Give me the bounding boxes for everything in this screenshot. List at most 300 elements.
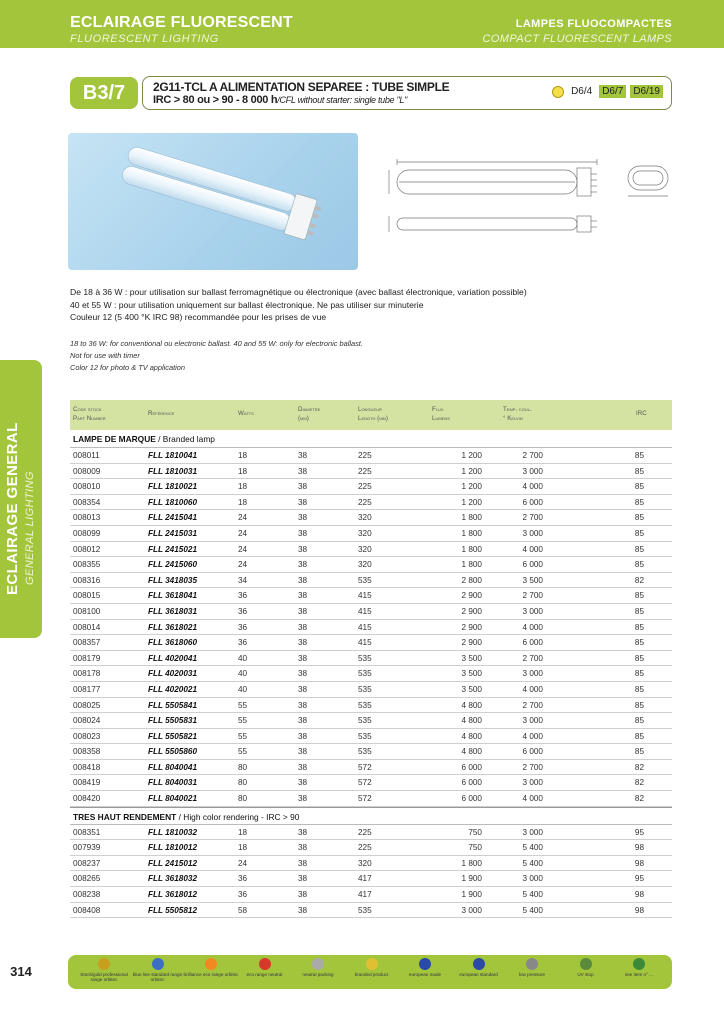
cell-code: 008355 xyxy=(73,560,101,570)
table-row xyxy=(70,510,672,526)
legend-label: neutral packing xyxy=(302,972,334,977)
cell-watts: 24 xyxy=(238,560,248,570)
cell-reference: FLL 1810060 xyxy=(148,497,198,507)
section-row-branded: LAMPE DE MARQUE / Branded lamp xyxy=(70,430,672,448)
col-header-diam: Diametre (mm) xyxy=(298,406,321,422)
cell-diameter: 38 xyxy=(298,716,308,726)
cell-code: 007939 xyxy=(73,843,101,853)
cell-irc: 85 xyxy=(634,747,644,757)
cell-reference: FLL 1810041 xyxy=(148,451,198,460)
cell-code: 008351 xyxy=(73,827,101,837)
cell-reference: FLL 2415041 xyxy=(148,513,198,523)
cell-length: 535 xyxy=(358,747,372,757)
cell-reference: FLL 5505812 xyxy=(148,905,198,915)
cell-irc: 85 xyxy=(634,716,644,726)
cell-watts: 34 xyxy=(238,575,248,585)
dcode-highlighted: D6/7 xyxy=(599,85,626,98)
cell-code: 008010 xyxy=(73,482,101,492)
cell-flux: 1 200 xyxy=(461,497,482,507)
description-fr: De 18 à 36 W : pour utilisation sur ballast ferromagnétique ou électronique (avec ballast électronique, variation possible) 40 et 55 W : pour utilisation uniquement sur ballast électronique. Ne pas utiliser sur minuterie Couleur 12 (5 400 °K IRC 98) recommandée pour les prises de vue xyxy=(70,287,527,322)
cell-watts: 18 xyxy=(238,466,248,476)
cell-watts: 36 xyxy=(238,890,248,900)
cell-flux: 1 200 xyxy=(461,451,482,460)
table-row xyxy=(70,775,672,791)
cell-watts: 58 xyxy=(238,905,248,915)
cell-length: 415 xyxy=(358,638,372,648)
col-header-code: Code stock Part Number xyxy=(73,406,106,422)
legend-item xyxy=(344,958,400,977)
cell-diameter: 38 xyxy=(298,747,308,757)
cell-irc: 85 xyxy=(634,544,644,554)
dimension-drawing xyxy=(375,150,675,250)
cell-kelvin: 6 000 xyxy=(522,497,543,507)
legend-footer xyxy=(68,955,672,989)
cell-length: 535 xyxy=(358,700,372,710)
table-row xyxy=(70,760,672,776)
cell-diameter: 38 xyxy=(298,684,308,694)
table-row xyxy=(70,825,672,841)
cell-flux: 3 500 xyxy=(461,669,482,679)
cell-diameter: 38 xyxy=(298,513,308,523)
cell-watts: 80 xyxy=(238,778,248,788)
cell-code: 008357 xyxy=(73,638,101,648)
cell-diameter: 38 xyxy=(298,890,308,900)
cell-reference: FLL 3618032 xyxy=(148,874,198,884)
cell-irc: 85 xyxy=(634,482,644,492)
cell-diameter: 38 xyxy=(298,700,308,710)
cell-kelvin: 3 000 xyxy=(522,827,543,837)
brilliance-icon xyxy=(205,958,217,970)
cell-flux: 2 800 xyxy=(461,575,482,585)
page-number: 314 xyxy=(10,964,32,979)
cell-watts: 36 xyxy=(238,874,248,884)
cell-watts: 40 xyxy=(238,684,248,694)
cell-kelvin: 4 000 xyxy=(522,622,543,632)
cell-diameter: 38 xyxy=(298,794,308,804)
cell-kelvin: 3 000 xyxy=(522,716,543,726)
cell-length: 320 xyxy=(358,528,372,538)
dcode: D6/4 xyxy=(571,86,593,97)
cell-reference: FLL 1810021 xyxy=(148,482,198,492)
cell-code: 008023 xyxy=(73,731,101,741)
table-body-branded xyxy=(70,448,672,807)
cell-watts: 80 xyxy=(238,794,248,804)
cell-reference: FLL 1810012 xyxy=(148,843,198,853)
cell-reference: FLL 2415021 xyxy=(148,544,198,554)
table-body-high-rendering xyxy=(70,825,672,919)
cell-irc: 85 xyxy=(634,513,644,523)
cell-kelvin: 6 000 xyxy=(522,747,543,757)
cell-length: 535 xyxy=(358,716,372,726)
col-header-temp: Temp. coul. ° Kelvin xyxy=(503,406,532,422)
cell-irc: 85 xyxy=(634,622,644,632)
cell-kelvin: 5 400 xyxy=(522,905,543,915)
cell-diameter: 38 xyxy=(298,843,308,853)
cell-watts: 36 xyxy=(238,591,248,601)
cell-kelvin: 5 400 xyxy=(522,890,543,900)
cell-length: 415 xyxy=(358,622,372,632)
table-row xyxy=(70,557,672,573)
cell-code: 008100 xyxy=(73,606,101,616)
cell-length: 415 xyxy=(358,591,372,601)
product-table xyxy=(70,400,672,918)
cell-irc: 85 xyxy=(634,700,644,710)
cell-code: 008099 xyxy=(73,528,101,538)
cell-length: 572 xyxy=(358,762,372,772)
legend-label: UV stop xyxy=(577,972,594,977)
cell-length: 225 xyxy=(358,497,372,507)
cell-code: 008013 xyxy=(73,513,101,523)
legend-label: european made xyxy=(408,972,442,977)
category-title: LAMPES FLUOCOMPACTES xyxy=(515,18,672,30)
cell-diameter: 38 xyxy=(298,466,308,476)
cell-diameter: 38 xyxy=(298,497,308,507)
blue-line-icon xyxy=(152,958,164,970)
cell-irc: 85 xyxy=(634,466,644,476)
cell-kelvin: 3 000 xyxy=(522,466,543,476)
legend-item xyxy=(397,958,453,977)
see-item-icon xyxy=(633,958,645,970)
cell-kelvin: 4 000 xyxy=(522,482,543,492)
page-header xyxy=(0,0,724,48)
table-row xyxy=(70,840,672,856)
cell-irc: 98 xyxy=(634,890,644,900)
cell-reference: FLL 5505841 xyxy=(148,700,198,710)
eu-standard-icon xyxy=(473,958,485,970)
table-row xyxy=(70,635,672,651)
cell-irc: 85 xyxy=(634,497,644,507)
legend-item xyxy=(237,958,293,977)
cell-kelvin: 4 000 xyxy=(522,684,543,694)
cell-flux: 750 xyxy=(468,843,482,853)
cell-kelvin: 2 700 xyxy=(522,591,543,601)
cell-irc: 85 xyxy=(634,528,644,538)
cell-code: 008179 xyxy=(73,653,101,663)
eco-icon xyxy=(259,958,271,970)
cell-irc: 98 xyxy=(634,905,644,915)
cell-code: 008015 xyxy=(73,591,101,601)
cell-flux: 3 000 xyxy=(461,905,482,915)
table-row xyxy=(70,588,672,604)
cell-flux: 750 xyxy=(468,827,482,837)
cell-code: 008178 xyxy=(73,669,101,679)
description-en: 18 to 36 W: for conventional ou electronic ballast. 40 and 55 W: only for electronic ballast. Not for use with timer Color 12 for photo & TV application xyxy=(70,339,363,372)
cell-length: 225 xyxy=(358,482,372,492)
cell-reference: FLL 1810031 xyxy=(148,466,198,476)
cell-watts: 18 xyxy=(238,497,248,507)
cell-reference: FLL 3418035 xyxy=(148,575,198,585)
branded-icon xyxy=(366,958,378,970)
cell-watts: 55 xyxy=(238,716,248,726)
cell-length: 535 xyxy=(358,731,372,741)
cell-diameter: 38 xyxy=(298,731,308,741)
cell-kelvin: 2 700 xyxy=(522,762,543,772)
cell-reference: FLL 1810032 xyxy=(148,827,198,837)
cell-code: 008024 xyxy=(73,716,101,726)
side-tab-title: ECLAIRAGE GENERAL xyxy=(4,422,21,595)
cell-diameter: 38 xyxy=(298,653,308,663)
cell-diameter: 38 xyxy=(298,778,308,788)
cell-code: 008316 xyxy=(73,575,101,585)
legend-item xyxy=(290,958,346,977)
col-header-irc: IRC xyxy=(636,410,647,417)
cell-watts: 24 xyxy=(238,513,248,523)
cell-reference: FLL 4020031 xyxy=(148,669,198,679)
table-row xyxy=(70,666,672,682)
product-title-line1: 2G11-TCL A ALIMENTATION SEPAREE : TUBE SIMPLE xyxy=(153,80,450,94)
table-row xyxy=(70,495,672,511)
cell-reference: FLL 2415031 xyxy=(148,528,198,538)
cell-diameter: 38 xyxy=(298,451,308,460)
col-header-length: Longueur Length (mm) xyxy=(358,406,388,422)
legend-label: low pressure xyxy=(518,972,546,977)
cell-kelvin: 6 000 xyxy=(522,560,543,570)
cell-irc: 85 xyxy=(634,669,644,679)
cell-flux: 1 200 xyxy=(461,466,482,476)
cell-kelvin: 4 000 xyxy=(522,794,543,804)
table-row xyxy=(70,744,672,760)
dcode-highlighted: D6/19 xyxy=(630,85,663,98)
legend-item xyxy=(504,958,560,977)
cell-diameter: 38 xyxy=(298,591,308,601)
cell-kelvin: 3 000 xyxy=(522,669,543,679)
cell-kelvin: 4 000 xyxy=(522,544,543,554)
trophy-icon xyxy=(98,958,110,970)
cell-diameter: 38 xyxy=(298,544,308,554)
cell-length: 225 xyxy=(358,827,372,837)
cell-kelvin: 2 700 xyxy=(522,700,543,710)
cell-diameter: 38 xyxy=(298,622,308,632)
table-row xyxy=(70,542,672,558)
neutral-pack-icon xyxy=(312,958,324,970)
section-subtitle: FLUORESCENT LIGHTING xyxy=(70,33,219,45)
cell-length: 417 xyxy=(358,890,372,900)
cell-reference: FLL 5505860 xyxy=(148,747,198,757)
cell-diameter: 38 xyxy=(298,669,308,679)
cell-flux: 1 200 xyxy=(461,482,482,492)
low-pressure-icon xyxy=(526,958,538,970)
cell-length: 320 xyxy=(358,560,372,570)
legend-item xyxy=(183,958,239,977)
product-title-line2: IRC > 80 ou > 90 - 8 000 h/CFL without starter: single tube "L" xyxy=(153,94,407,106)
legend-label: Stock/gold professional range orbitec xyxy=(80,972,128,983)
table-row xyxy=(70,871,672,887)
cell-irc: 95 xyxy=(634,827,644,837)
cell-kelvin: 3 000 xyxy=(522,874,543,884)
cell-irc: 85 xyxy=(634,684,644,694)
cell-code: 008354 xyxy=(73,497,101,507)
cell-length: 535 xyxy=(358,905,372,915)
cell-irc: 82 xyxy=(634,794,644,804)
table-row xyxy=(70,698,672,714)
cell-kelvin: 5 400 xyxy=(522,843,543,853)
cell-reference: FLL 3618041 xyxy=(148,591,198,601)
lamp-tube-image xyxy=(68,133,358,270)
table-row xyxy=(70,682,672,698)
side-tab-subtitle: GENERAL LIGHTING xyxy=(24,471,36,585)
legend-item xyxy=(76,958,132,982)
cell-kelvin: 5 400 xyxy=(522,858,543,868)
cell-irc: 85 xyxy=(634,606,644,616)
cell-kelvin: 6 000 xyxy=(522,638,543,648)
table-row xyxy=(70,887,672,903)
cell-diameter: 38 xyxy=(298,528,308,538)
cell-diameter: 38 xyxy=(298,482,308,492)
legend-item xyxy=(451,958,507,977)
cell-watts: 36 xyxy=(238,622,248,632)
category-subtitle: COMPACT FLUORESCENT LAMPS xyxy=(482,33,672,45)
table-row xyxy=(70,479,672,495)
cell-irc: 82 xyxy=(634,575,644,585)
legend-label: branded product xyxy=(354,972,389,977)
table-row xyxy=(70,604,672,620)
cell-kelvin: 2 700 xyxy=(522,513,543,523)
table-row xyxy=(70,464,672,480)
cell-reference: FLL 2415012 xyxy=(148,858,198,868)
cell-flux: 3 500 xyxy=(461,653,482,663)
cell-irc: 85 xyxy=(634,451,644,460)
cell-kelvin: 2 700 xyxy=(522,653,543,663)
cell-length: 535 xyxy=(358,653,372,663)
cell-flux: 1 800 xyxy=(461,858,482,868)
cell-reference: FLL 8040021 xyxy=(148,794,198,804)
cell-irc: 95 xyxy=(634,874,644,884)
legend-item xyxy=(611,958,667,977)
table-row xyxy=(70,713,672,729)
table-row xyxy=(70,573,672,589)
cell-reference: FLL 4020041 xyxy=(148,653,198,663)
cell-kelvin: 3 000 xyxy=(522,606,543,616)
table-row xyxy=(70,856,672,872)
cell-length: 572 xyxy=(358,778,372,788)
cell-irc: 85 xyxy=(634,731,644,741)
cell-reference: FLL 3618031 xyxy=(148,606,198,616)
cell-irc: 85 xyxy=(634,560,644,570)
cell-reference: FLL 3618060 xyxy=(148,638,198,648)
cell-watts: 55 xyxy=(238,731,248,741)
cell-diameter: 38 xyxy=(298,874,308,884)
cell-flux: 1 800 xyxy=(461,560,482,570)
cell-code: 008238 xyxy=(73,890,101,900)
cell-code: 008009 xyxy=(73,466,101,476)
cell-code: 008012 xyxy=(73,544,101,554)
legend-label: brilliance eco range orbitec xyxy=(183,972,239,977)
cell-watts: 36 xyxy=(238,606,248,616)
cell-watts: 40 xyxy=(238,669,248,679)
cell-watts: 18 xyxy=(238,451,248,460)
cell-diameter: 38 xyxy=(298,858,308,868)
cell-watts: 55 xyxy=(238,747,248,757)
cell-length: 415 xyxy=(358,606,372,616)
section-row-high-rendering: TRES HAUT RENDEMENT / High color rendering - IRC > 90 xyxy=(70,807,672,825)
cell-reference: FLL 4020021 xyxy=(148,684,198,694)
cell-kelvin: 4 000 xyxy=(522,731,543,741)
cell-irc: 85 xyxy=(634,638,644,648)
cell-irc: 82 xyxy=(634,762,644,772)
table-row xyxy=(70,448,672,464)
cell-code: 008014 xyxy=(73,622,101,632)
cell-kelvin: 3 000 xyxy=(522,778,543,788)
table-row xyxy=(70,729,672,745)
cell-irc: 85 xyxy=(634,591,644,601)
legend-label: see item n° ... xyxy=(624,972,654,977)
cell-flux: 2 900 xyxy=(461,591,482,601)
cell-reference: FLL 8040041 xyxy=(148,762,198,772)
cell-flux: 4 800 xyxy=(461,700,482,710)
cell-irc: 82 xyxy=(634,778,644,788)
cell-code: 008418 xyxy=(73,762,101,772)
cell-reference: FLL 3618021 xyxy=(148,622,198,632)
cell-reference: FLL 5505821 xyxy=(148,731,198,741)
cell-watts: 55 xyxy=(238,700,248,710)
cell-code: 008237 xyxy=(73,858,101,868)
cell-code: 008011 xyxy=(73,451,100,460)
cell-flux: 4 800 xyxy=(461,716,482,726)
cell-length: 320 xyxy=(358,513,372,523)
cell-reference: FLL 3618012 xyxy=(148,890,198,900)
cell-diameter: 38 xyxy=(298,606,308,616)
cell-length: 225 xyxy=(358,451,372,460)
cell-diameter: 38 xyxy=(298,638,308,648)
cell-length: 417 xyxy=(358,874,372,884)
cell-flux: 1 800 xyxy=(461,544,482,554)
cell-flux: 1 800 xyxy=(461,513,482,523)
cell-irc: 85 xyxy=(634,653,644,663)
cell-flux: 6 000 xyxy=(461,778,482,788)
cell-kelvin: 3 500 xyxy=(522,575,543,585)
cell-length: 535 xyxy=(358,669,372,679)
cell-flux: 2 900 xyxy=(461,606,482,616)
technical-drawings xyxy=(375,150,675,250)
cell-reference: FLL 8040031 xyxy=(148,778,198,788)
table-row xyxy=(70,651,672,667)
uv-stop-icon xyxy=(580,958,592,970)
cell-length: 320 xyxy=(358,858,372,868)
cell-watts: 24 xyxy=(238,528,248,538)
cell-flux: 1 900 xyxy=(461,890,482,900)
bulb-icon xyxy=(552,86,564,98)
col-header-watts: Watts xyxy=(238,410,254,417)
section-title: ECLAIRAGE FLUORESCENT xyxy=(70,14,293,31)
product-code-badge: B3/7 xyxy=(70,77,138,109)
table-row xyxy=(70,526,672,542)
col-header-ref: Référence xyxy=(148,410,175,417)
cell-length: 535 xyxy=(358,575,372,585)
legend-label: european standard xyxy=(459,972,498,977)
cell-watts: 18 xyxy=(238,843,248,853)
cell-code: 008358 xyxy=(73,747,101,757)
legend-item xyxy=(558,958,614,977)
cell-flux: 3 500 xyxy=(461,684,482,694)
cell-diameter: 38 xyxy=(298,560,308,570)
cell-length: 225 xyxy=(358,843,372,853)
cell-flux: 6 000 xyxy=(461,762,482,772)
eu-made-icon xyxy=(419,958,431,970)
cell-length: 535 xyxy=(358,684,372,694)
cell-watts: 18 xyxy=(238,827,248,837)
dcode-list xyxy=(552,85,663,98)
product-photo xyxy=(68,133,358,270)
cell-reference: FLL 2415060 xyxy=(148,560,198,570)
cell-diameter: 38 xyxy=(298,575,308,585)
cell-watts: 40 xyxy=(238,653,248,663)
cell-code: 008419 xyxy=(73,778,101,788)
cell-length: 225 xyxy=(358,466,372,476)
cell-diameter: 38 xyxy=(298,762,308,772)
cell-watts: 80 xyxy=(238,762,248,772)
cell-code: 008025 xyxy=(73,700,101,710)
cell-length: 320 xyxy=(358,544,372,554)
